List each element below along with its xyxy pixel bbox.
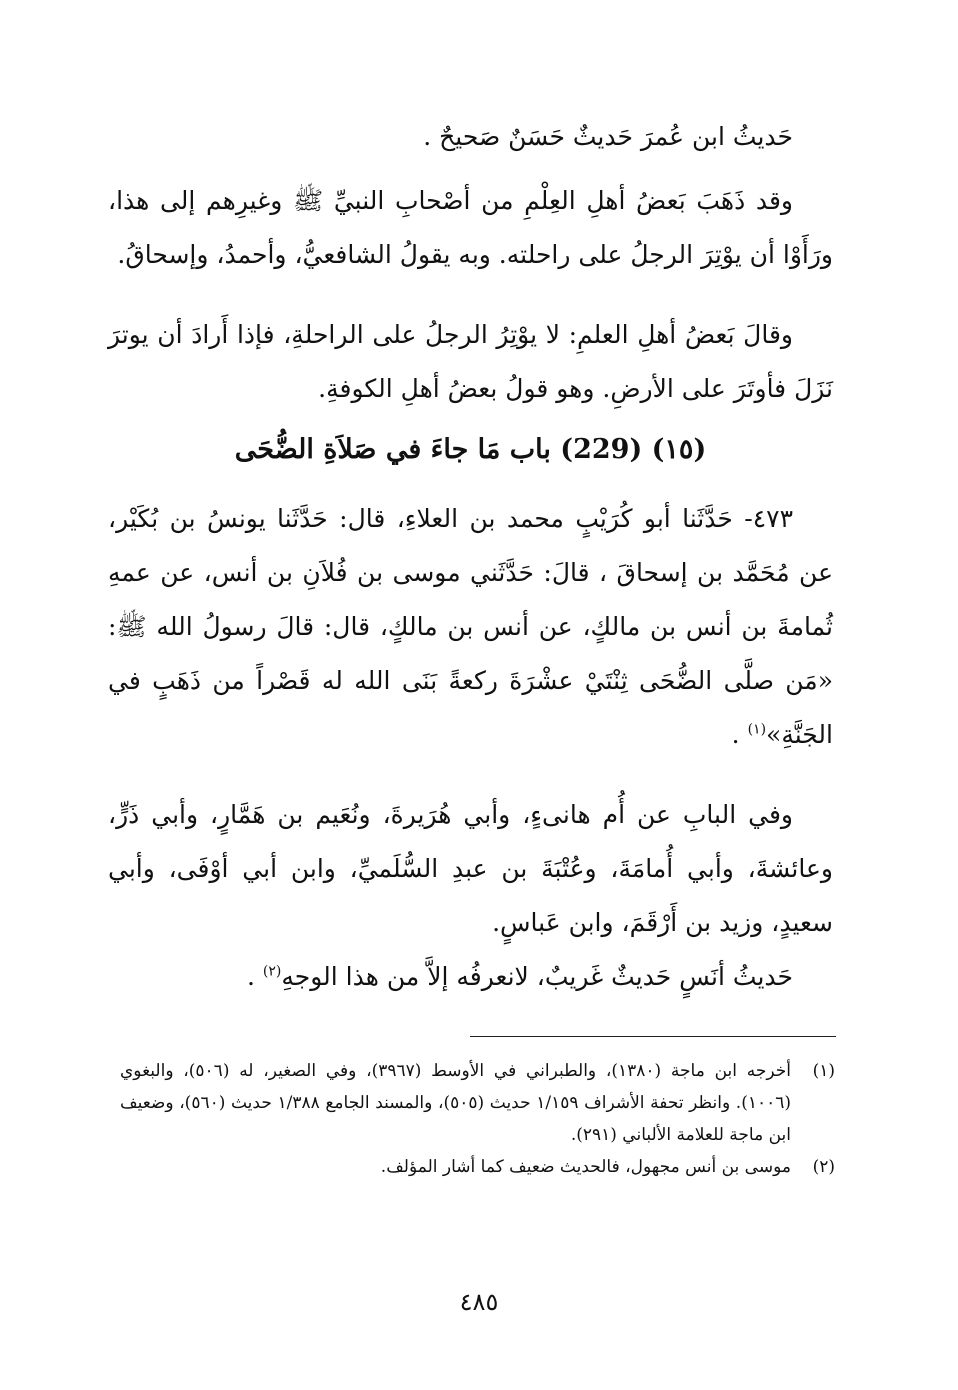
main-text <box>108 110 833 1004</box>
chapter-heading: (١٥) (229) باب مَا جاءَ في صَلاَةِ الضُّحَى <box>234 434 707 465</box>
footnote-text: موسى بن أنس مجهول، فالحديث ضعيف كما أشار المؤلف. <box>380 1157 791 1177</box>
footnote-ref-2[interactable]: (٢) <box>262 963 282 980</box>
paragraph-scholars-opinion: وقد ذَهَبَ بَعضُ أهلِ العِلْمِ من أصْحابِ النبيِّ ﷺ وغيرِهم إلى هذا، ورَأَوْا أن يوْتِرَ الرجلُ على راحلته. وبه يقولُ الشافعيُّ، وأحمدُ، وإسحاقُ. <box>108 186 833 269</box>
footnote-ref-1[interactable]: (١) <box>747 721 767 738</box>
page-number: ٤٨٥ <box>459 1288 499 1316</box>
anas-grade-text: حَديثُ أنَسٍ حَديثٌ غَريبٌ، لانعرفُه إلاَّ من هذا الوجهِ <box>281 962 793 991</box>
footnote-2 <box>120 1151 835 1183</box>
paragraph-related-narrations: وفي البابِ عن أُم هانىءٍ، وأبي هُرَيرةَ، ونُعَيم بن هَمَّارٍ، وأبي ذَرٍّ، وعائشةَ، وأبي أُمامَةَ، وعُتْبَةَ بن عبدِ السُّلَميِّ، وابن أبي أوْفَى، وأبي سعيدٍ، وزيد بن أَرْقَمَ، وابن عَباسٍ. <box>108 800 833 937</box>
footnote-number: (١) <box>812 1061 835 1081</box>
paragraph-other-opinion: وقالَ بَعضُ أهلِ العلمِ: لا يوْتِرُ الرجلُ على الراحلةِ، فإذا أَرادَ أن يوترَ نَزَلَ فأوتَرَ على الأرضِ. وهو قولُ بعضُ أهلِ الكوفةِ. <box>108 320 833 403</box>
footnote-1 <box>120 1055 835 1151</box>
paragraph-hadith-grade: حَديثُ ابن عُمرَ حَديثٌ حَسَنٌ صَحيحٌ . <box>423 122 793 151</box>
paragraph-anas-hadith-grade <box>108 950 833 1004</box>
anas-grade-tail: . <box>247 962 263 991</box>
footnote-number: (٢) <box>812 1157 835 1177</box>
hadith-number: ٤٧٣- <box>744 504 794 533</box>
hadith-473 <box>108 492 833 762</box>
hadith-text: حَدَّثَنا أبو كُرَيْبٍ محمد بن العلاءِ، قال: حَدَّثَنا يونسُ بن بُكَيْر، عن مُحَمَّد بن إسحاقَ ، قالَ: حَدَّثَني موسى بن فُلاَنِ بن أنس، عن عمهِ ثُمامةَ بن أنس بن مالكٍ، عن أنس بن مالكٍ، قال: قالَ رسولُ الله ﷺ: «مَن صلَّى الضُّحَى ثِنْتَيْ عشْرَةَ ركعةً بَنَى الله له قَصْراً من ذَهَبٍ في الجَنَّةِ» <box>108 504 833 749</box>
footnotes <box>120 1055 835 1183</box>
footnote-text: أخرجه ابن ماجة (١٣٨٠)، والطبراني في الأوسط (٣٩٦٧)، وفي الصغير، له (٥٠٦)، والبغوي (١٠٠٦). وانظر تحفة الأشراف ١/١٥٩ حديث (٥٠٥)، والمسند الجامع ١/٣٨٨ حديث (٥٦٠)، وضعيف ابن ماجة للعلامة الألباني (٢٩١). <box>120 1061 791 1145</box>
hadith-tail: . <box>731 720 748 749</box>
footnote-separator <box>470 1036 836 1037</box>
